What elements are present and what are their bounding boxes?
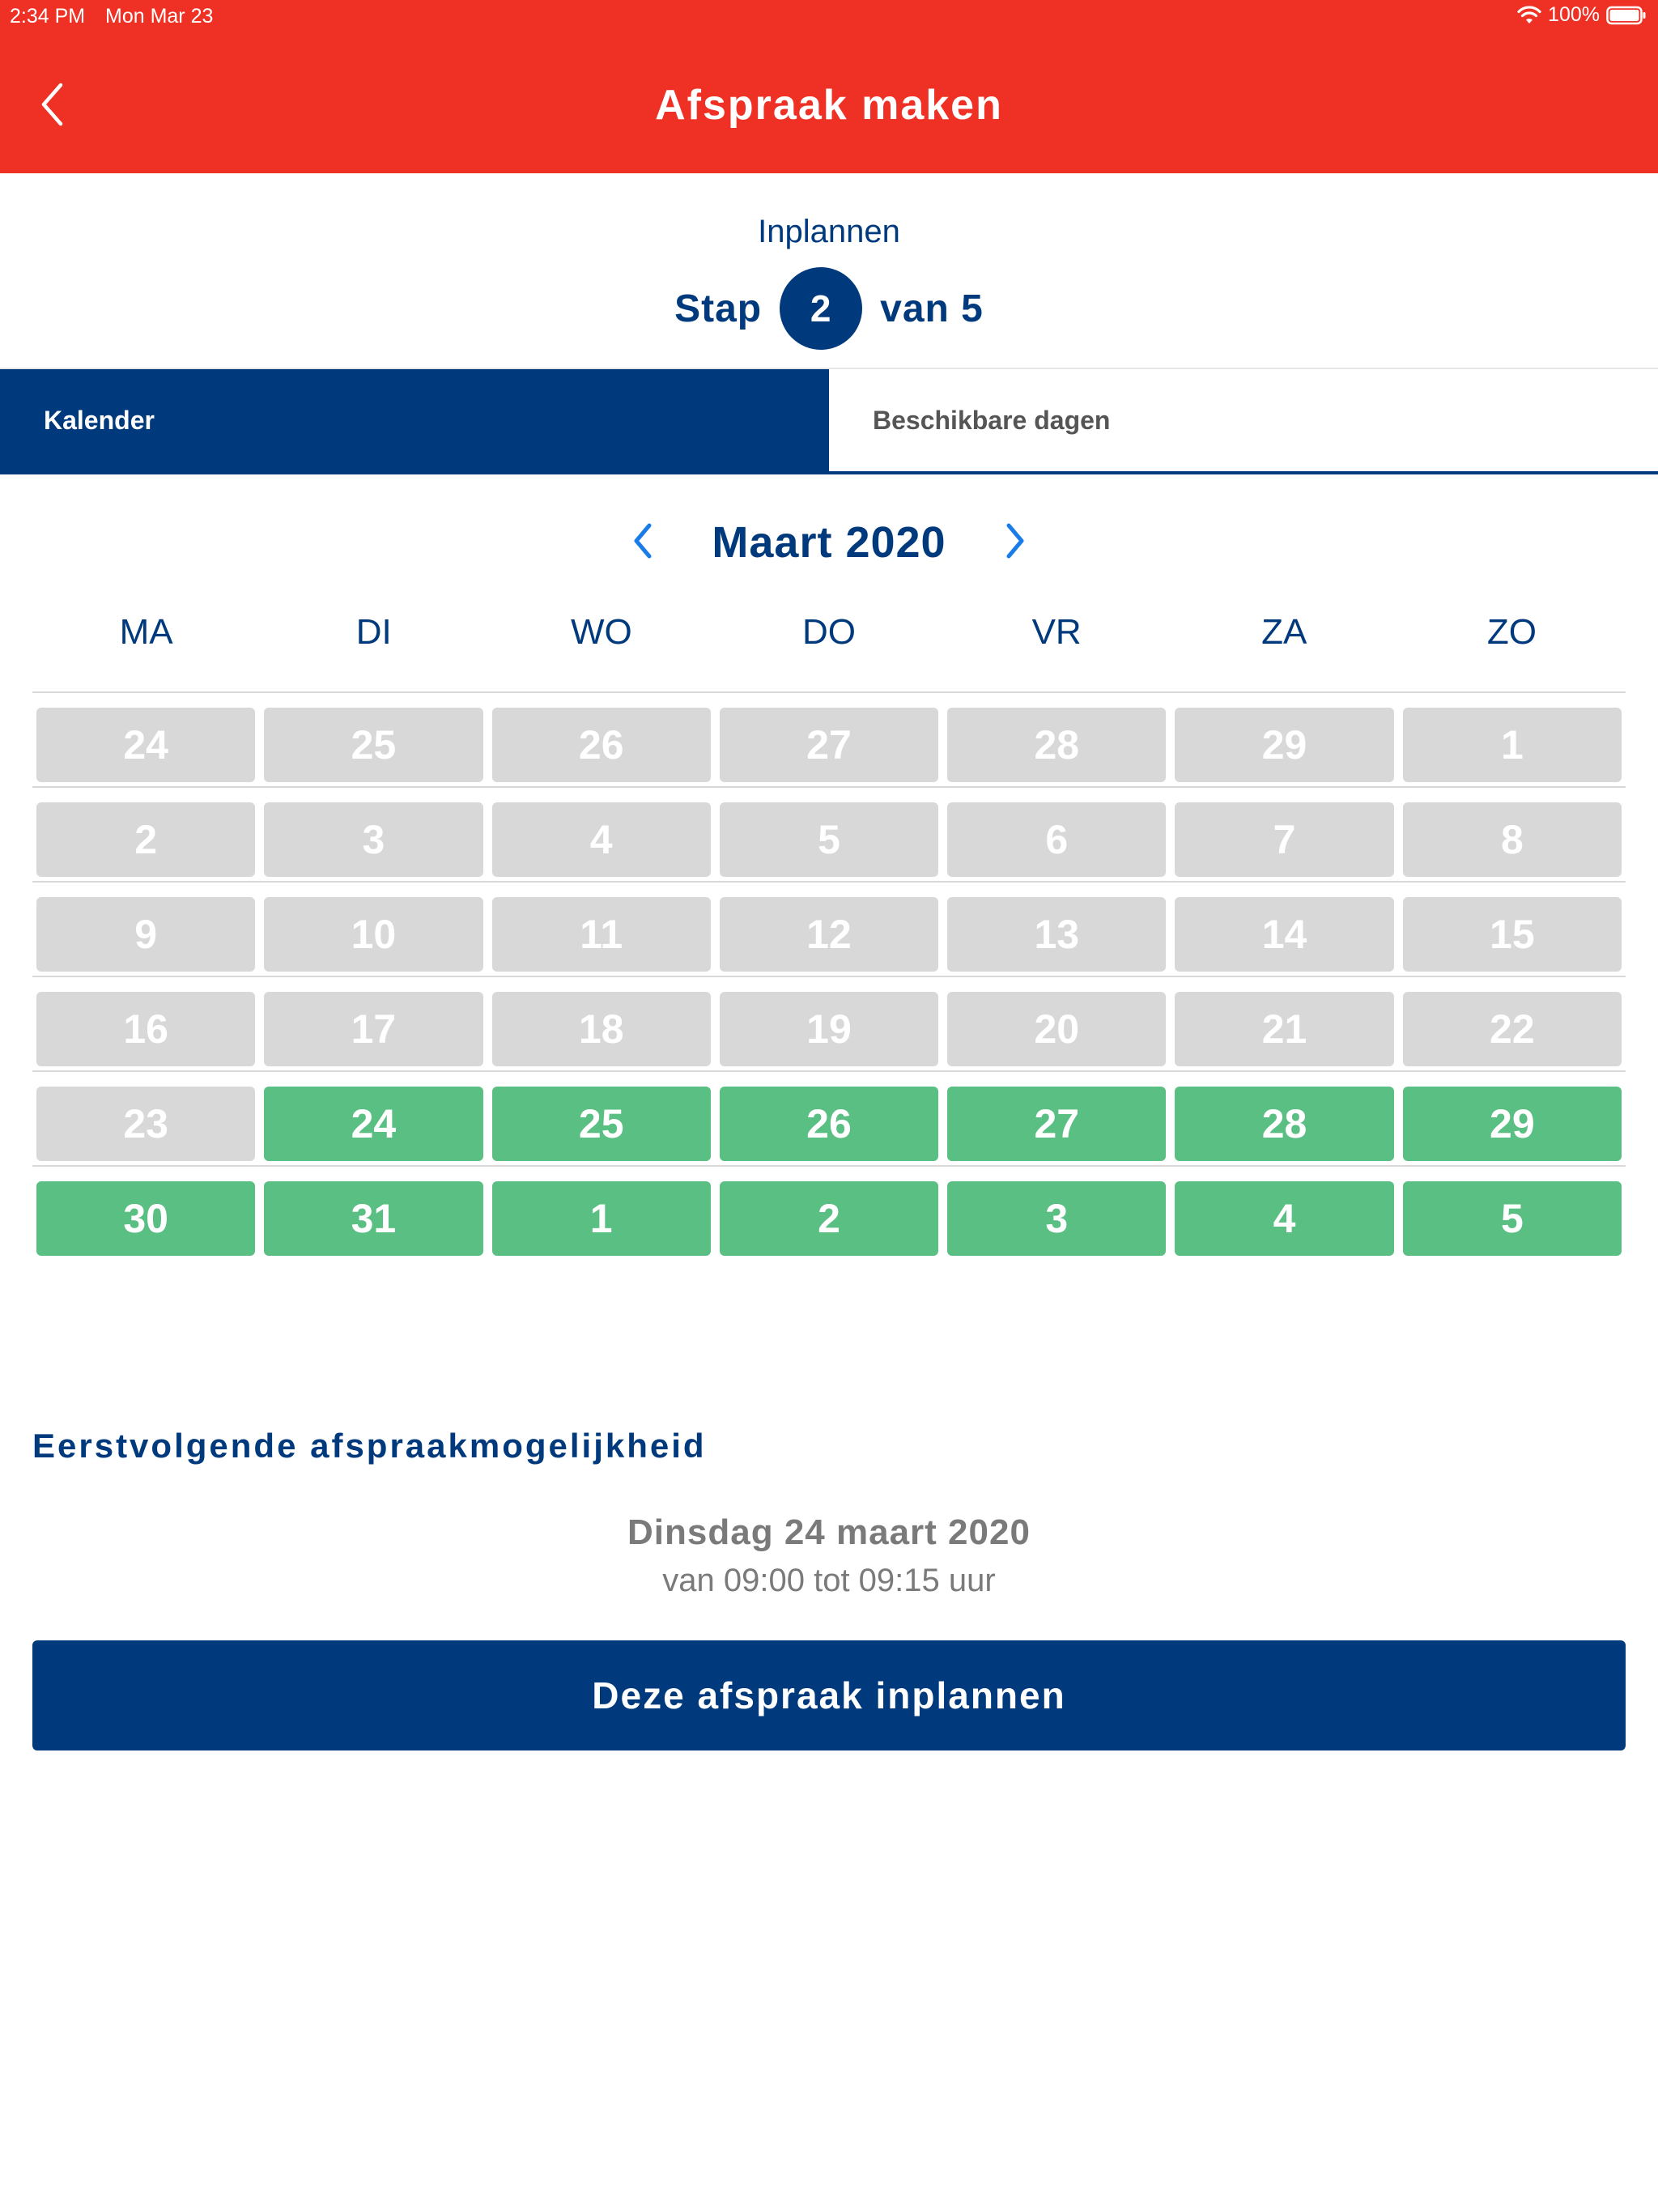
chevron-right-icon: [1004, 522, 1027, 564]
calendar-day-unavailable: 23: [36, 1087, 255, 1161]
calendar-day-unavailable: 24: [36, 708, 255, 782]
weekday-label: ZA: [1261, 612, 1307, 652]
calendar-day-unavailable: 1: [1403, 708, 1622, 782]
tab-beschikbare-dagen[interactable]: Beschikbare dagen: [829, 369, 1658, 471]
weekday-label: DO: [801, 612, 856, 652]
calendar-day-unavailable: 4: [492, 802, 711, 877]
weekday-header: [32, 604, 1626, 661]
calendar-day-unavailable: 27: [720, 708, 938, 782]
calendar-day-unavailable: 17: [264, 992, 483, 1066]
status-date: Mon Mar 23: [105, 5, 214, 28]
calendar-day-unavailable: 10: [264, 897, 483, 972]
calendar-day-available[interactable]: 24: [264, 1087, 483, 1161]
page-title: Afspraak maken: [655, 82, 1003, 129]
calendar-day-unavailable: 11: [492, 897, 711, 972]
calendar-day-unavailable: 28: [947, 708, 1166, 782]
calendar-day-unavailable: 19: [720, 992, 938, 1066]
calendar-day-unavailable: 7: [1175, 802, 1393, 877]
previous-month-button[interactable]: [619, 514, 667, 571]
month-label: Maart 2020: [712, 518, 946, 567]
calendar-day-unavailable: 26: [492, 708, 711, 782]
calendar-day-unavailable: 13: [947, 897, 1166, 972]
calendar-day-available[interactable]: 2: [720, 1181, 938, 1256]
calendar-day-unavailable: 25: [264, 708, 483, 782]
status-indicators: [1517, 3, 1647, 27]
calendar-day-available[interactable]: 28: [1175, 1087, 1393, 1161]
calendar-day-available[interactable]: 30: [36, 1181, 255, 1256]
calendar-day-available[interactable]: 31: [264, 1181, 483, 1256]
step-label: Inplannen: [758, 214, 900, 249]
calendar-day-unavailable: 15: [1403, 897, 1622, 972]
calendar-day-unavailable: 5: [720, 802, 938, 877]
view-tabs: [0, 368, 1658, 474]
step-prefix: Stap: [674, 287, 763, 330]
calendar-day-available[interactable]: 25: [492, 1087, 711, 1161]
weekday-label: WO: [570, 612, 632, 652]
calendar-day-available[interactable]: 29: [1403, 1087, 1622, 1161]
weekday-label: VR: [1031, 612, 1082, 652]
weekday-label: ZO: [1486, 612, 1537, 652]
weekday-label: MA: [119, 612, 173, 652]
calendar-week-row: [32, 788, 1626, 883]
next-appointment-title: Eerstvolgende afspraakmogelijkheid: [32, 1427, 707, 1465]
month-navigation: [0, 510, 1658, 575]
calendar-day-unavailable: 6: [947, 802, 1166, 877]
calendar-day-unavailable: 20: [947, 992, 1166, 1066]
step-suffix: van 5: [880, 287, 984, 330]
calendar-week-row: [32, 1167, 1626, 1261]
step-current-badge: 2: [780, 267, 862, 350]
calendar-day-unavailable: 3: [264, 802, 483, 877]
calendar-day-unavailable: 9: [36, 897, 255, 972]
calendar-day-unavailable: 8: [1403, 802, 1622, 877]
calendar-day-unavailable: 29: [1175, 708, 1393, 782]
weekday-label: DI: [355, 612, 392, 652]
calendar-day-unavailable: 14: [1175, 897, 1393, 972]
calendar-day-unavailable: 12: [720, 897, 938, 972]
wifi-icon: [1517, 6, 1541, 25]
calendar-day-unavailable: 2: [36, 802, 255, 877]
calendar-week-row: [32, 693, 1626, 788]
calendar-day-available[interactable]: 4: [1175, 1181, 1393, 1256]
next-appointment-date: Dinsdag 24 maart 2020: [627, 1512, 1031, 1552]
status-time: 2:34 PM: [10, 5, 86, 28]
calendar-week-row: [32, 977, 1626, 1072]
calendar-day-available[interactable]: 3: [947, 1181, 1166, 1256]
chevron-left-icon: [631, 522, 654, 564]
calendar-day-unavailable: 22: [1403, 992, 1622, 1066]
calendar-day-available[interactable]: 26: [720, 1087, 938, 1161]
calendar-day-unavailable: 16: [36, 992, 255, 1066]
calendar-day-unavailable: 18: [492, 992, 711, 1066]
status-bar: [0, 0, 1658, 32]
calendar-week-row: [32, 883, 1626, 977]
calendar-week-row: [32, 1072, 1626, 1167]
next-appointment-time: van 09:00 tot 09:15 uur: [662, 1563, 996, 1598]
battery-icon: [1606, 6, 1647, 25]
calendar-grid: [32, 691, 1626, 1261]
calendar-day-unavailable: 21: [1175, 992, 1393, 1066]
app-header: [0, 0, 1658, 173]
calendar-day-available[interactable]: 1: [492, 1181, 711, 1256]
tab-kalender[interactable]: Kalender: [0, 369, 829, 471]
next-month-button[interactable]: [991, 514, 1039, 571]
schedule-appointment-button[interactable]: Deze afspraak inplannen: [32, 1640, 1626, 1750]
calendar-day-available[interactable]: 27: [947, 1087, 1166, 1161]
calendar-day-available[interactable]: 5: [1403, 1181, 1622, 1256]
battery-percentage: 100%: [1548, 3, 1600, 26]
step-indicator: [0, 267, 1658, 350]
